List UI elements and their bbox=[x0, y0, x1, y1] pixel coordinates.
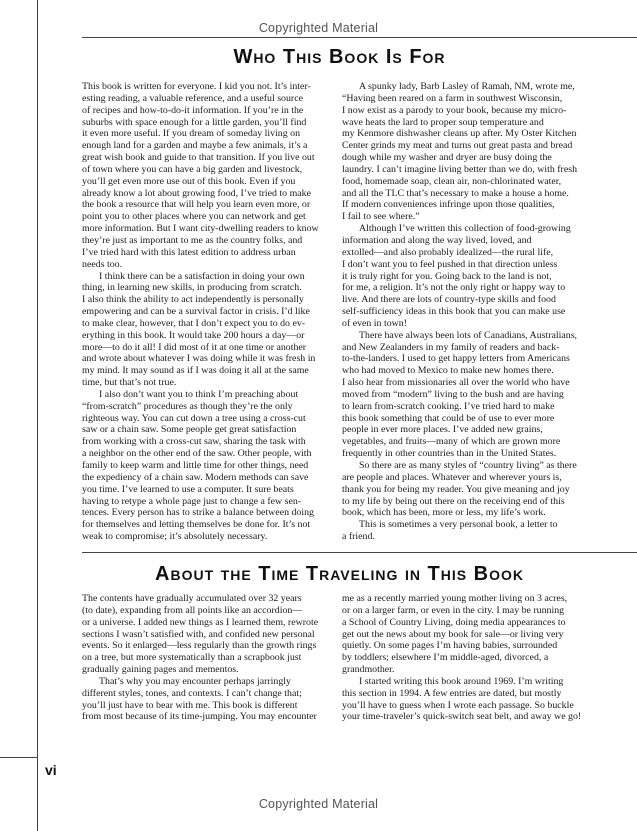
page-number-rule bbox=[0, 757, 38, 758]
text-line: frequently in other countries than in the United States. bbox=[342, 448, 557, 460]
text-line: grandmother. bbox=[342, 664, 395, 676]
text-line: or on a larger farm, or even in the city. I may be running bbox=[342, 604, 565, 616]
section-divider-rule bbox=[82, 552, 637, 553]
text-line: of town where you can have a big garden and livestock, bbox=[82, 163, 303, 175]
text-line: people in ever more places. I’ve added new grains, bbox=[342, 424, 543, 436]
text-line: more information. But I want city-dwelling readers to know bbox=[82, 223, 319, 235]
section-heading-time-traveling: About the Time Traveling in This Book bbox=[155, 563, 524, 585]
text-line: moved from “modern” living to the bush and are having bbox=[342, 388, 564, 400]
text-line: already know a lot about growing food, I’ve tried to make bbox=[82, 187, 311, 199]
copyright-watermark-bottom: Copyrighted Material bbox=[258, 797, 379, 811]
text-line: time, but that’s not true. bbox=[82, 377, 177, 389]
text-line: extolled—and also probably idealized—the rural life, bbox=[342, 246, 554, 258]
text-line: tences. Every person has to strike a balance between doing bbox=[82, 507, 314, 519]
text-line: me as a recently married young mother living on 3 acres, bbox=[342, 593, 568, 604]
text-line: laundry. I can’t imagine living better than we do, with fresh bbox=[342, 163, 578, 175]
text-line: wave heats the lard to proper soup temperature and bbox=[342, 116, 544, 128]
text-line: I also don’t want you to think I’m preaching about bbox=[99, 388, 299, 400]
text-line: saw or a chain saw. Some people get great satisfaction bbox=[82, 424, 297, 436]
text-line: a friend. bbox=[342, 531, 375, 543]
text-line: enough land for a garden and maybe a few animals, it’s a bbox=[82, 140, 308, 152]
text-line: to make clear, however, that I don’t expect you to do ev- bbox=[82, 317, 306, 329]
text-line: get out the news about my book for sale—or living very bbox=[342, 628, 564, 640]
text-line: you’ll get even more use out of this book. Even if you bbox=[82, 175, 296, 187]
text-line: I don’t want you to feel pushed in that direction unless bbox=[342, 258, 558, 270]
text-line: to-the-landers. I used to get happy letters from Americans bbox=[342, 353, 570, 365]
text-line: point you to other places where you can network and get bbox=[82, 211, 306, 223]
margin-rule bbox=[37, 0, 38, 831]
text-line: by toddlers; elsewhere I’m middle-aged, divorced, a bbox=[342, 652, 549, 664]
text-line: book, which has been, more or less, my life’s work. bbox=[342, 507, 546, 519]
text-line: weak to compromise; it’s absolutely necessary. bbox=[82, 531, 268, 543]
text-line: from working with a cross-cut saw, sharing the task with bbox=[82, 436, 306, 448]
text-line: and wrote about whatever I was doing while it was fresh in bbox=[82, 353, 316, 365]
text-line: The contents have gradually accumulated over 32 years bbox=[82, 593, 302, 604]
text-line: to my life by being out there on the receiving end of this bbox=[342, 495, 565, 507]
text-line: great wish book and guide to that transition. If you live out bbox=[82, 152, 315, 164]
text-line: different styles, tones, and contexts. I can’t change that; bbox=[82, 687, 302, 699]
text-line: this section in 1994. A few entries are dated, but mostly bbox=[342, 687, 562, 699]
text-line: I started writing this book around 1969. I’m writing bbox=[359, 675, 564, 687]
text-line: of even in town! bbox=[342, 317, 407, 329]
text-line: (to date), expanding from all points like an accordion— bbox=[82, 604, 303, 616]
text-line: to learn from-scratch cooking. I’ve tried hard to make bbox=[342, 400, 555, 412]
text-line: That’s why you may encounter perhaps jarringly bbox=[99, 675, 291, 687]
text-line: “Having been reared on a farm in southwest Wisconsin, bbox=[342, 92, 563, 104]
text-line: and all the TLC that’s necessary to make a house a home. bbox=[342, 187, 569, 199]
text-line: more—to do it all! I did most of it at one time or another bbox=[82, 341, 307, 353]
text-line: food, homemade soap, clean air, non-chlorinated water, bbox=[342, 175, 562, 187]
text-line: So there are as many styles of “country living” as there bbox=[359, 460, 577, 471]
text-line: Center grinds my meat and turns out great pasta and bread bbox=[342, 140, 573, 152]
text-line: I also think the ability to act independently is personally bbox=[82, 294, 304, 306]
text-line: thank you for being my reader. You give meaning and joy bbox=[342, 483, 570, 495]
text-line: thing, in learning new skills, in producing from scratch. bbox=[82, 282, 302, 294]
text-line: having to retype a whole page just to change a few sen- bbox=[82, 495, 302, 507]
text-line: “from-scratch” procedures as though they’re the only bbox=[82, 400, 293, 412]
text-line: the expediency of a chain saw. Modern methods can save bbox=[82, 471, 309, 483]
copyright-watermark-top: Copyrighted Material bbox=[258, 21, 379, 35]
text-line: a neighbor on the other end of the saw. Other people, with bbox=[82, 448, 312, 460]
text-line: of recipes and how-to-do-it information. If you’re in the bbox=[82, 104, 304, 116]
text-line: my Kenmore dishwasher cleans up after. My Oster Kitchen bbox=[342, 128, 577, 140]
text-line: for themselves and letting themselves be done for. It’s not bbox=[82, 519, 311, 531]
text-line: it even more useful. If you dream of someday living on bbox=[82, 128, 301, 140]
text-line: you’ll just have to bear with me. This book is different bbox=[82, 699, 298, 711]
text-line: esting reading, a valuable reference, and a useful source bbox=[82, 92, 303, 104]
text-line: gradually gaining pages and mementos. bbox=[82, 664, 239, 676]
section1-left-column bbox=[82, 81, 332, 543]
text-line: the book a resource that will help you learn even more, or bbox=[82, 199, 311, 211]
section1-right-column bbox=[342, 81, 597, 543]
text-line: live. And there are lots of country-type skills and food bbox=[342, 294, 556, 306]
text-line: empowering and can be a survival factor in crisis. I’d like bbox=[82, 306, 310, 318]
text-line: a School of Country Living, doing media appearances to bbox=[342, 616, 566, 628]
top-rule bbox=[82, 37, 637, 38]
section2-left-column bbox=[82, 593, 332, 723]
text-line: or a universe. I added new things as I learned them, rewrote bbox=[82, 616, 319, 628]
text-line: sections I wasn’t satisfied with, and confided new personal bbox=[82, 628, 315, 640]
text-line: suburbs with space enough for a little garden, you’ll find bbox=[82, 116, 307, 128]
text-line: and New Zealanders in my family of readers and back- bbox=[342, 341, 560, 353]
text-line: self-sufficiency ideas in this book that you can make use bbox=[342, 306, 566, 318]
text-line: for me, a religion. It’s not the only right or happy way to bbox=[342, 282, 566, 294]
text-line: I fail to see where.” bbox=[342, 211, 420, 223]
text-line: There have always been lots of Canadians, Australians, bbox=[359, 329, 578, 341]
text-line: your time-traveler’s quick-switch seat belt, and away we go! bbox=[342, 711, 582, 723]
text-line: erything in this book. It would take 200 hours a day—or bbox=[82, 329, 305, 341]
text-line: family to keep warm and little time for other things, need bbox=[82, 460, 309, 471]
text-line: I also hear from missionaries all over the world who have bbox=[342, 377, 570, 389]
text-line: events. So it enlarged—less regularly than the growth rings bbox=[82, 640, 317, 652]
text-line: righteous way. You can cut down a tree using a cross-cut bbox=[82, 412, 306, 424]
text-line: from most because of its time-jumping. You may encounter bbox=[82, 711, 317, 723]
page-number: vi bbox=[45, 762, 57, 778]
text-line: Although I’ve written this collection of food-growing bbox=[359, 223, 571, 235]
section2-right-column bbox=[342, 593, 597, 723]
text-line: If modern conveniences infringe upon those qualities, bbox=[342, 199, 555, 211]
section-heading-who-this-book-is-for: Who This Book Is For bbox=[233, 46, 446, 68]
text-line: I think there can be a satisfaction in doing your own bbox=[99, 270, 305, 282]
text-line: you’ll have to guess when I wrote each passage. So buckle bbox=[342, 699, 574, 711]
text-line: This is sometimes a very personal book, a letter to bbox=[359, 519, 558, 531]
text-line: on a tree, but more systematically than a scrapbook just bbox=[82, 652, 302, 664]
text-line: needs too. bbox=[82, 258, 123, 270]
text-line: this book something that could be of use to ever more bbox=[342, 412, 555, 424]
text-line: A spunky lady, Barb Lasley of Ramah, NM, wrote me, bbox=[359, 81, 575, 92]
text-line: This book is written for everyone. I kid you not. It’s inter- bbox=[82, 81, 311, 92]
text-line: it is truly right for you. Going back to the land is not, bbox=[342, 270, 552, 282]
text-line: I now exist as a parody to your book, because my micro- bbox=[342, 104, 567, 116]
text-line: vegetables, and fruits—many of which are grown more bbox=[342, 436, 561, 448]
text-line: I’ve tried hard with this latest edition to address urban bbox=[82, 246, 296, 258]
text-line: you time. I’ve learned to use a computer. It sure beats bbox=[82, 483, 294, 495]
text-line: my mind. It may sound as if I was doing it all at the same bbox=[82, 365, 309, 377]
text-line: information and along the way lived, loved, and bbox=[342, 234, 532, 246]
text-line: who had moved to Mexico to make new homes there. bbox=[342, 365, 554, 377]
text-line: are people and places. Whatever and wherever yours is, bbox=[342, 471, 562, 483]
text-line: they’re just as important to me as the country folks, and bbox=[82, 234, 303, 246]
text-line: quietly. On some pages I’m having babies, surrounded bbox=[342, 640, 558, 652]
text-line: dough while my washer and dryer are busy doing the bbox=[342, 152, 552, 164]
